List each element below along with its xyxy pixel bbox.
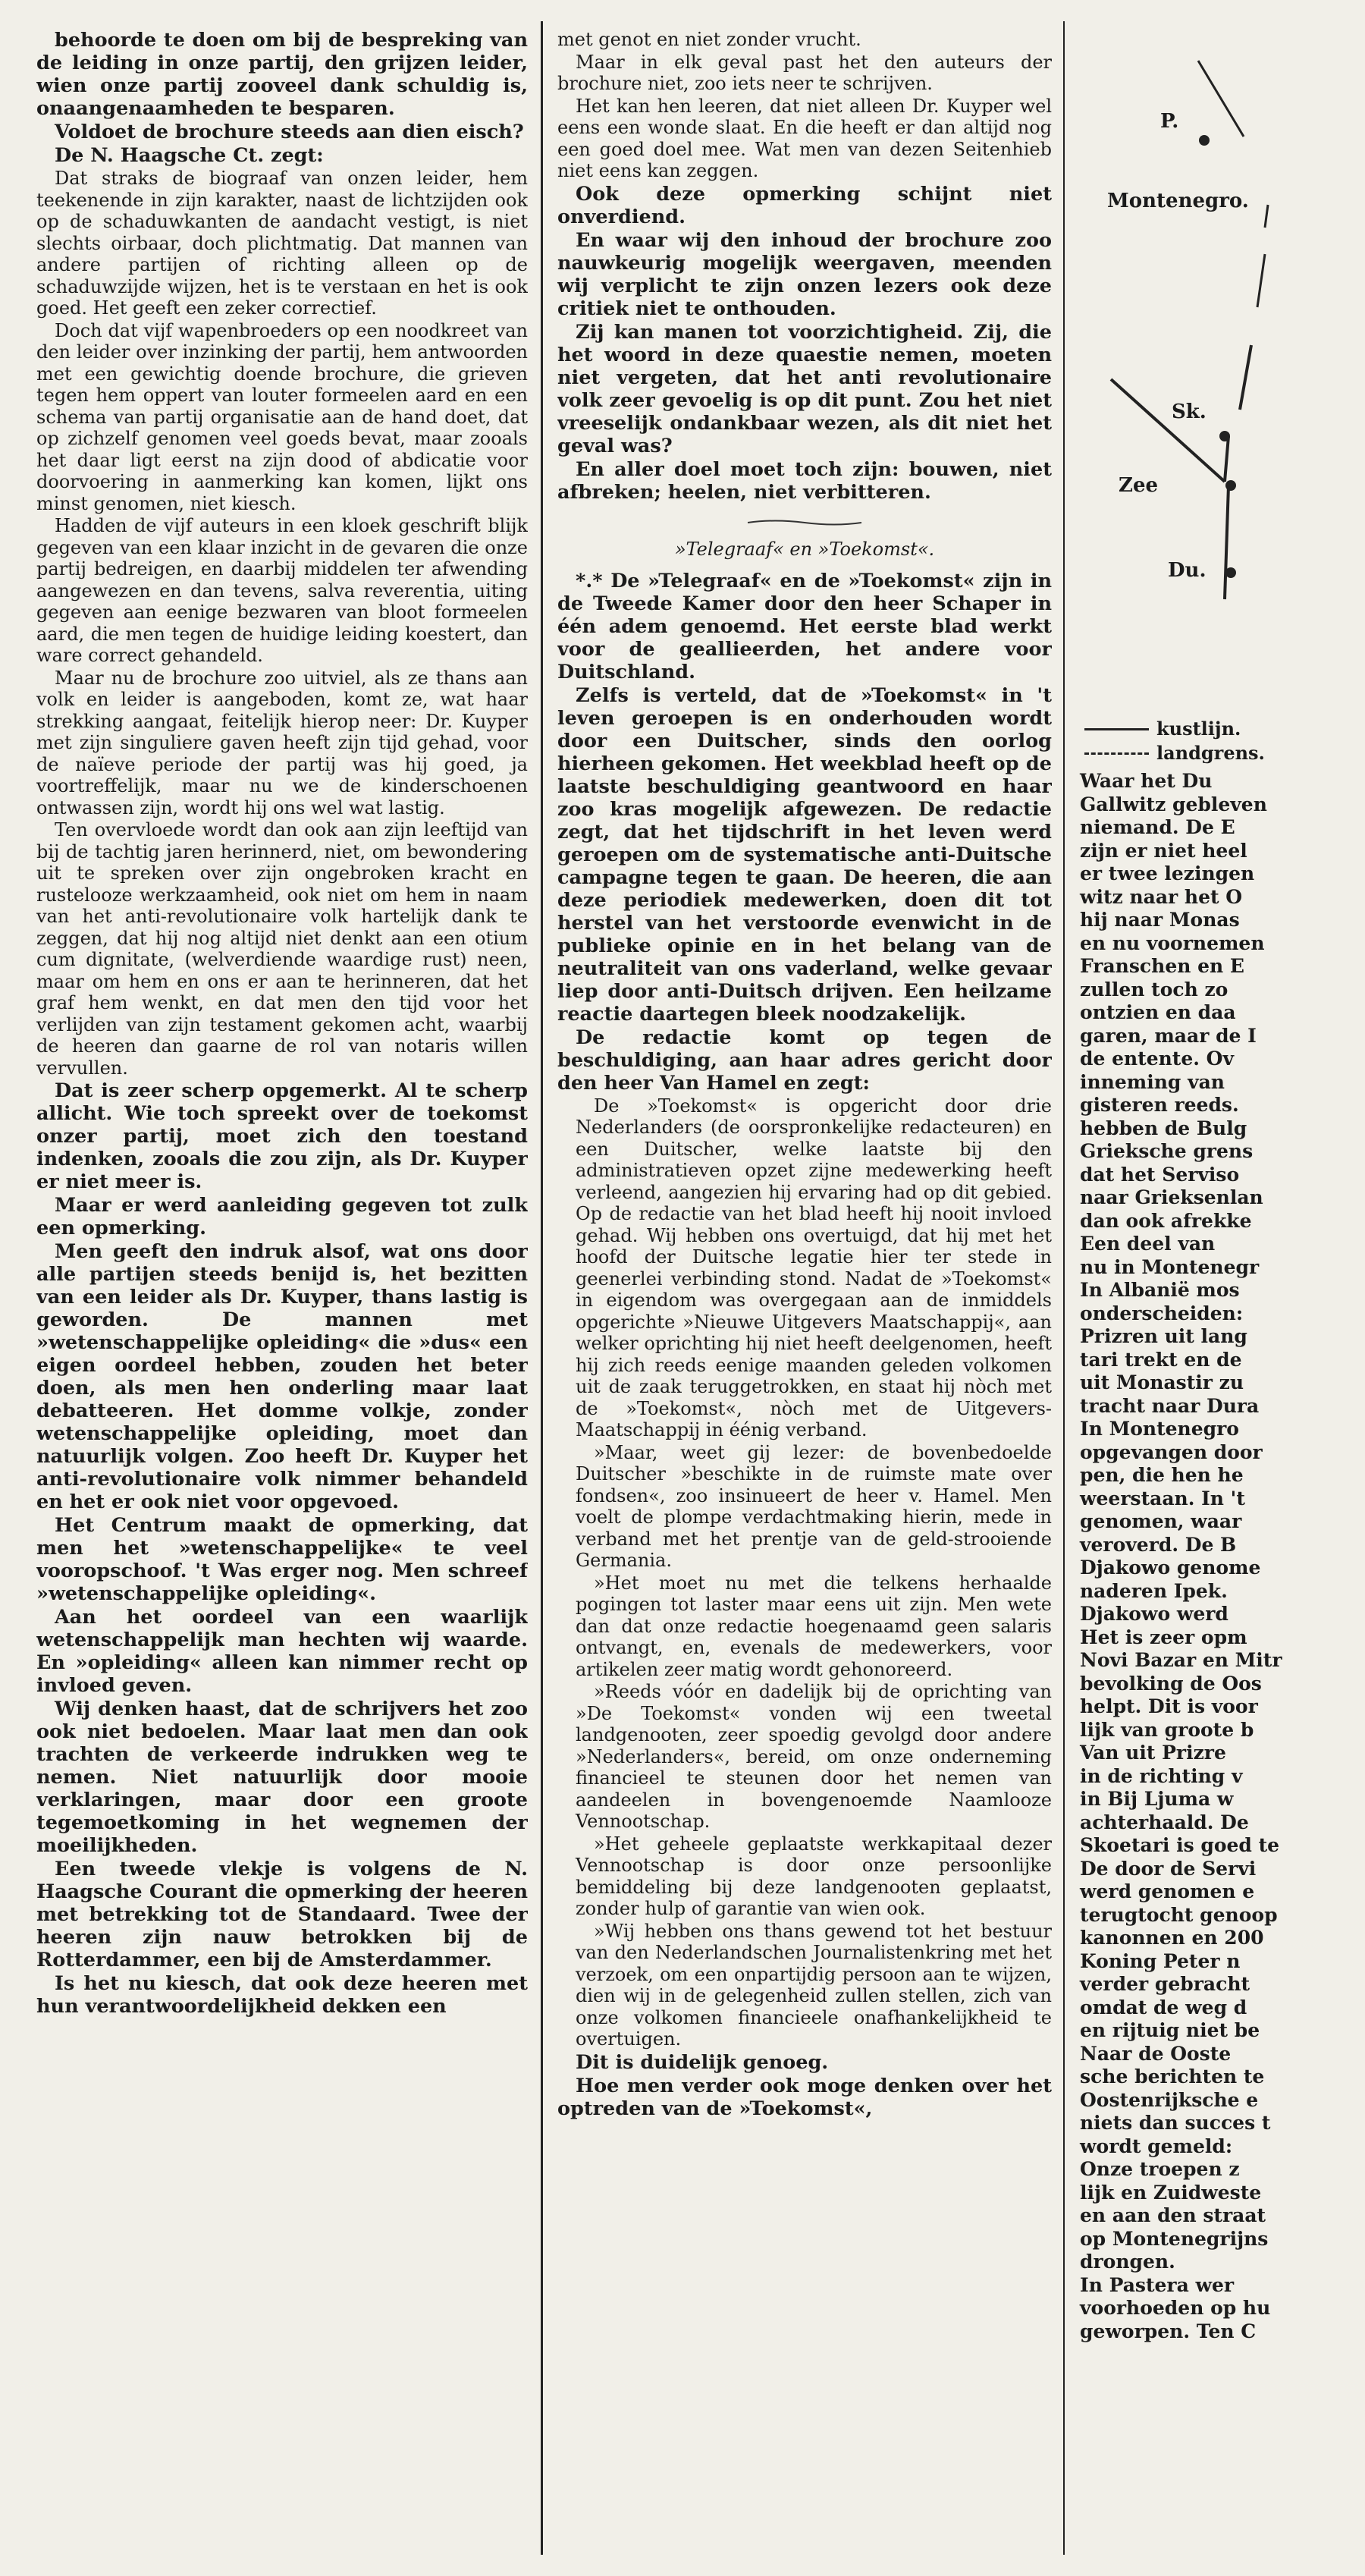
text-line: hij naar Monas: [1080, 909, 1240, 931]
map-label-sk: Sk.: [1172, 401, 1207, 423]
article-telegraaf: [557, 570, 1052, 1095]
text-line: genomen, waar: [1080, 1510, 1242, 1532]
paragraph: Is het nu kiesch, dat ook deze heeren met hun verantwoordelijkheid dekken een: [36, 1972, 528, 2018]
map-label-montenegro: Montenegro.: [1107, 190, 1249, 212]
paragraph: Ook deze opmerking schijnt niet onverdiend.: [557, 182, 1052, 228]
text-line: pen, die hen he: [1080, 1464, 1244, 1486]
dashed-line-icon: [1084, 752, 1149, 755]
text-line: Het is zeer opm: [1080, 1626, 1247, 1648]
column-right: [1069, 0, 1365, 2576]
paragraph: De redactie komt op tegen de beschuldiging, aan haar adres gericht door den heer Van Hamel en zegt:: [557, 1026, 1052, 1095]
section-heading: »Telegraaf« en »Toekomst«.: [674, 539, 935, 560]
column-left: [36, 29, 528, 2532]
map-legend: [1084, 717, 1265, 765]
text-line: naar Grieksenlan: [1080, 1186, 1263, 1208]
text-line: in de richting v: [1080, 1764, 1243, 1787]
paragraph: Het Centrum maakt de opmerking, dat men het »wetenschappelijke« te veel vooropschoof. 't Was erger nog. Men schreef »wetenschappelijke opleiding«.: [36, 1514, 528, 1605]
paragraph: »Maar, weet gij lezer: de bovenbedoelde Duitscher »beschikte in de ruimste mate over fondsen«, zoo insinueert de heer v. Hamel. Men voelt de plompe verdachtmaking hierin, mede in verband met het prentje van de geld-strooiende Germania.: [576, 1441, 1052, 1571]
paragraph: »Wij hebben ons thans gewend tot het bestuur van den Nederlandschen Journalistenkring met het verzoek, om een onpartijdig persoon aan te wijzen, dien wij in de gelegenheid zullen stellen, zich van onze volkomen financieele onafhankelijkheid te overtuigen.: [576, 1920, 1052, 2050]
text-line: drongen.: [1080, 2251, 1175, 2273]
text-line: zijn er niet heel: [1080, 839, 1247, 862]
text-line: Skoetari is goed te: [1080, 1834, 1280, 1856]
text-line: In Montenegro: [1080, 1418, 1239, 1440]
paragraph: Zelfs is verteld, dat de »Toekomst« in 't leven geroepen is en onderhouden wordt door een Duitscher, sinds den oorlog hierheen gekomen. Het weekblad heeft op de laatste beschuldiging geantwoord en haar zoo kras mogelijk afgewezen. De redactie zegt, dat het tijdschrift in het leven werd geroepen om de systematische anti-Duitsche campagne tegen te gaan. De heeren, die aan deze periodiek medewerken, doen dit tot herstel van het verstoorde evenwicht in de publieke opinie en in het belang van de neutraliteit van ons vaderland, welke gevaar liep door anti-Duitsch drijven. Een heilzame reactie daartegen bleek noodzakelijk.: [557, 683, 1052, 1026]
text-line: niets dan succes t: [1080, 2112, 1271, 2134]
text-line: Franschen en E: [1080, 955, 1244, 977]
paragraph: Men geeft den indruk alsof, wat ons door alle partijen steeds benijd is, het bezitten van een leider als Dr. Kuyper, thans lastig is geworden. De mannen met »wetenschappelijke opleiding« die »dus« een eigen oordeel hebben, zouden het beter doen, als men hen onderling maar laat debatteeren. Het domme volkje, zonder wetenschappelijke opleiding, moet dan natuurlijk volgen. Zoo heeft Dr. Kuyper het anti-revolutionaire volk nimmer behandeld en het er ook niet voor opgevoed.: [36, 1240, 528, 1513]
paragraph: behoorde te doen om bij de bespreking van de leiding in onze partij, den grijzen leider, wien onze partij zooveel dank schuldig is, onaangenaamheden te besparen.: [36, 29, 528, 120]
text-line: Naar de Ooste: [1080, 2042, 1232, 2065]
text-line: Oostenrijksche e: [1080, 2088, 1259, 2111]
map-border-lower: [1240, 345, 1251, 410]
text-line: verder gebracht: [1080, 1973, 1250, 1995]
text-line: lijk en Zuidweste: [1080, 2181, 1262, 2204]
text-line: er twee lezingen: [1080, 862, 1255, 884]
article-conclusion: [557, 2051, 1052, 2120]
text-line: Van uit Prizre: [1080, 1742, 1226, 1764]
text-line: Djakowo genome: [1080, 1557, 1261, 1579]
text-line: Djakowo werd: [1080, 1603, 1228, 1625]
map-label-p: P.: [1160, 110, 1179, 133]
text-line: terugtocht genoop: [1080, 1903, 1278, 1926]
paragraph: Ten overvloede wordt dan ook aan zijn leeftijd van bij de tachtig jaren herinnerd, niet, om bewondering uit te spreken over zijn ongebroken kracht en rustelooze werkzaamheid, ook niet om hem in naam van het anti-revolutionaire volk hartelijk dank te zeggen, dat hij nog altijd niet denkt aan een otium cum dignitate, (welverdiende waardige rust) neen, maar om hem en ons er aan te herinneren, dat het graf hem wenkt, en dat men den tijd voor het verlijden van zijn testament gekomen acht, waarbij de heeren dan gaarne de rol van notaris willen vervullen.: [36, 819, 528, 1079]
text-line: Waar het Du: [1080, 770, 1213, 792]
text-line: dat het Serviso: [1080, 1163, 1240, 1186]
article-quote: [576, 1095, 1052, 2050]
paragraph: En aller doel moet toch zijn: bouwen, niet afbreken; heelen, niet verbitteren.: [557, 457, 1052, 504]
paragraph: »Reeds vóór en dadelijk bij de oprichting van »De Toekomst« vonden wij een tweetal landgenooten, zeer spoedig gevolgd door andere »Nederlanders«, bereid, om onze onderneming financieel te steunen door het nemen van aandeelen in bovengenoemde Naamlooze Vennootschap.: [576, 1681, 1052, 1832]
map-label-du: Du.: [1168, 559, 1207, 582]
text-line: de entente. Ov: [1080, 1048, 1234, 1070]
text-line: bevolking de Oos: [1080, 1672, 1262, 1695]
text-line: en aan den straat: [1080, 2204, 1266, 2226]
legend-border: landgrens.: [1084, 741, 1265, 765]
paragraph: Doch dat vijf wapenbroeders op een noodkreet van den leider over inzinking der partij, hem antwoorden met een gewichtig doende brochure, die grieven tegen hem oppert van louter formeelen aard en een schema van partij organisatie aan de hand doet, dat op zichzelf genomen veel goeds bevat, maar zooals het daar ligt eerst na zijn dood of abdicatie voor doorvoering in aanmerking kan komen, lijkt ons minst genomen, niet kiesch.: [36, 319, 528, 514]
paragraph: Maar in elk geval past het den auteurs der brochure niet, zoo iets neer te schrijven.: [557, 51, 1052, 94]
text-line: Gallwitz gebleven: [1080, 793, 1267, 815]
map-border-upper: [1257, 254, 1265, 307]
column-divider: [541, 21, 543, 2555]
paragraph: De N. Haagsche Ct. zegt:: [55, 144, 324, 167]
text-line: inneming van: [1080, 1070, 1225, 1093]
text-line: geworpen. Ten C: [1080, 2320, 1257, 2342]
text-line: Grieksche grens: [1080, 1140, 1254, 1162]
text-line: zullen toch zo: [1080, 978, 1228, 1001]
text-line: Een deel van: [1080, 1233, 1216, 1255]
city-marker-podgorica: [1199, 135, 1210, 146]
text-line: garen, maar de I: [1080, 1024, 1257, 1047]
paragraph: De »Toekomst« is opgericht door drie Nederlanders (de oorspronkelijke redacteuren) en een Duitscher, welke laatste bij den administratieven opzet zijne medewerking heeft verleend, aangezien hij ervaring had op dit gebied. Op de redactie van het blad heeft hij nooit invloed gehad. Wij hebben ons overtuigd, dat hij met het hoofd der Duitsche legatie hier ter stede in geenerlei verbinding stond. Nadat de »Toekomst« in eigendom was overgegaan aan de inmiddels opgerichte »Nieuwe Uitgevers Maatschappij«, aan welker oprichting hij niet heeft deelgenomen, heeft hij zich reeds eenige maanden geleden volkomen uit de zaak teruggetrokken, en staat hij nòch met de »Toekomst«, nòch met de Uitgevers-Maatschappij in éénig verband.: [576, 1095, 1052, 1440]
text-line: opgevangen door: [1080, 1440, 1263, 1463]
text-line: In Pastera wer: [1080, 2273, 1235, 2296]
text-line: gisteren reeds.: [1080, 1094, 1239, 1116]
city-marker-skutari: [1219, 431, 1230, 441]
text-line: ontzien en daa: [1080, 1001, 1236, 1023]
text-line: Novi Bazar en Mitr: [1080, 1649, 1282, 1671]
legend-coastline: kustlijn.: [1084, 717, 1265, 741]
solid-line-icon: [1084, 728, 1149, 730]
text-line: De door de Servi: [1080, 1857, 1257, 1880]
text-line: dan ook afrekke: [1080, 1209, 1252, 1232]
paragraph: Wij denken haast, dat de schrijvers het zoo ook niet bedoelen. Maar laat men dan ook trachten de verkeerde indrukken weg te nemen. Niet natuurlijk door mooie verklaringen, maar door een groote tegemoetkoming in het wegnemen der moeilijkheden.: [36, 1698, 528, 1857]
paragraph: Hoe men verder ook moge denken over het optreden van de »Toekomst«,: [557, 2074, 1052, 2120]
text-line: achterhaald. De: [1080, 1811, 1249, 1833]
text-line: Prizren uit lang: [1080, 1325, 1247, 1347]
section-separator: [557, 510, 1052, 532]
paragraph: Een tweede vlekje is volgens de N. Haagsche Courant die opmerking der heeren met betrekking tot de Standaard. Twee der heeren zijn nauw betrokken bij de Rotterdammer, een bij de Amsterdammer.: [36, 1858, 528, 1971]
paragraph: Hadden de vijf auteurs in een kloek geschrift blijk gegeven van een klaar inzicht in de gevaren die onze partij bedreigen, en daarbij middelen ter afwending aangewezen en dan tevens, salva reverentia, uiting gegeven aan eenige bezwaren van bloot formeelen aard, die men tegen de huidige leiding koestert, dan ware correct gehandeld.: [36, 515, 528, 666]
text-line: onderscheiden:: [1080, 1302, 1244, 1324]
paragraph: Aan het oordeel van een waarlijk wetenschappelijk man hechten wij waarde. En »opleiding« alleen kan nimmer recht op invloed geven.: [36, 1606, 528, 1697]
text-line: Onze troepen z: [1080, 2158, 1240, 2180]
text-line: nu in Montenegr: [1080, 1255, 1260, 1278]
text-line: en nu voornemen: [1080, 931, 1265, 954]
text-line: wordt gemeld:: [1080, 2135, 1233, 2157]
paragraph: *.* De »Telegraaf« en de »Toekomst« zijn in de Tweede Kamer door den heer Schaper in één adem genoemd. Het eerste blad werkt voor de geallieerden, het andere voor Duitschland.: [557, 569, 1052, 683]
text-line: sche berichten te: [1080, 2066, 1265, 2088]
text-line: op Montenegrijns: [1080, 2227, 1269, 2250]
balkan-map: [1069, 0, 1365, 683]
column-middle: [557, 29, 1052, 2532]
text-line: voorhoeden op hu: [1080, 2297, 1271, 2319]
text-line: tari trekt en de: [1080, 1348, 1242, 1371]
paragraph: Maar nu de brochure zoo uitviel, als ze thans aan volk en leider is aangeboden, komt ze, wat haar strekking aangaat, feitelijk hierop neer: Dr. Kuyper met zijn singuliere gaven heeft zijn tijd gehad, voor de naïeve periode der partij was hij goed, ja voortreffelijk, maar nu we de kinderschoenen ontwassen zijn, wordt hij ons wel wat lastig.: [36, 667, 528, 818]
paragraph: Dat is zeer scherp opgemerkt. Al te scherp allicht. Wie toch spreekt over de toekomst onzer partij, moet zich den toestand indenken, zooals die zou zijn, als Dr. Kuyper er niet meer is.: [36, 1079, 528, 1193]
paragraph: Dat straks de biograaf van onzen leider, hem teekenende in zijn karakter, naast de lichtzijden ook op de schaduwkanten de aandacht vestigt, is niet slechts oirbaar, doch plichtmatig. Dat mannen van andere partijen of richting alleen op de schaduwzijde wijzen, het is te verstaan en het is ook goed. Het geeft een zeker correctief.: [36, 168, 528, 319]
map-line-top: [1198, 61, 1244, 137]
war-report-text: [1080, 770, 1365, 2343]
paragraph: »Het moet nu met die telkens herhaalde pogingen tot laster maar eens uit zijn. Men wete dan dat onze redactie hoegenaamd geen salaris ontvangt, en, evenals de medewerkers, voor artikelen zeer matig wordt gehonoreerd.: [576, 1572, 1052, 1680]
text-line: tracht naar Dura: [1080, 1394, 1260, 1417]
map-drawing: [1069, 0, 1365, 683]
text-line: lijk van groote b: [1080, 1718, 1254, 1741]
text-line: naderen Ipek.: [1080, 1579, 1228, 1602]
text-line: omdat de weg d: [1080, 1996, 1247, 2018]
text-line: werd genomen e: [1080, 1880, 1255, 1902]
map-coast: [1111, 379, 1225, 482]
text-line: uit Monastir zu: [1080, 1371, 1244, 1393]
paragraph: Zij kan manen tot voorzichtigheid. Zij, die het woord in deze quaestie nemen, moeten niet vergeten, dat het anti revolutionaire volk zeer gevoelig is op dit punt. Zou het niet vreeselijk ondankbaar wezen, als dit niet het geval was?: [557, 320, 1052, 457]
city-marker-durazzo: [1225, 567, 1236, 578]
paragraph: Het kan hen leeren, dat niet alleen Dr. Kuyper wel eens een wonde slaat. En die heeft er dan altijd nog een goed doel mee. Wat men van dezen Seitenhieb niet eens kan zeggen.: [557, 95, 1052, 181]
text-line: witz naar het O: [1080, 885, 1243, 908]
column-divider-right: [1063, 21, 1065, 2555]
text-line: niemand. De E: [1080, 816, 1235, 838]
paragraph: met genot en niet zonder vrucht.: [557, 29, 861, 50]
article-end: [557, 29, 1052, 504]
text-line: kanonnen en 200: [1080, 1927, 1264, 1949]
paragraph: Dit is duidelijk genoeg.: [576, 2050, 829, 2074]
text-line: helpt. Dit is voor: [1080, 1695, 1258, 1717]
text-line: weerstaan. In 't: [1080, 1487, 1245, 1509]
text-line: In Albanië mos: [1080, 1279, 1240, 1301]
paragraph: »Het geheele geplaatste werkkapitaal dezer Vennootschap is door onze persoonlijke bemiddeling bij deze landgenooten geplaatst, zonder hulp of garantie van wien ook.: [576, 1833, 1052, 1919]
text-line: veroverd. De B: [1080, 1533, 1237, 1556]
map-label-zee: Zee: [1119, 474, 1159, 497]
text-line: Koning Peter n: [1080, 1949, 1241, 1972]
paragraph: Maar er werd aanleiding gegeven tot zulk een opmerking.: [36, 1194, 528, 1239]
text-line: hebben de Bulg: [1080, 1117, 1247, 1139]
paragraph: Voldoet de brochure steeds aan dien eisch?: [55, 121, 524, 143]
text-line: in Bij Ljuma w: [1080, 1788, 1234, 1810]
text-line: en rijtuig niet be: [1080, 2019, 1260, 2041]
paragraph: En waar wij den inhoud der brochure zoo nauwkeurig mogelijk weergaven, meenden wij verplicht te zijn onzen lezers ook deze critiek niet te onthouden.: [557, 228, 1052, 320]
